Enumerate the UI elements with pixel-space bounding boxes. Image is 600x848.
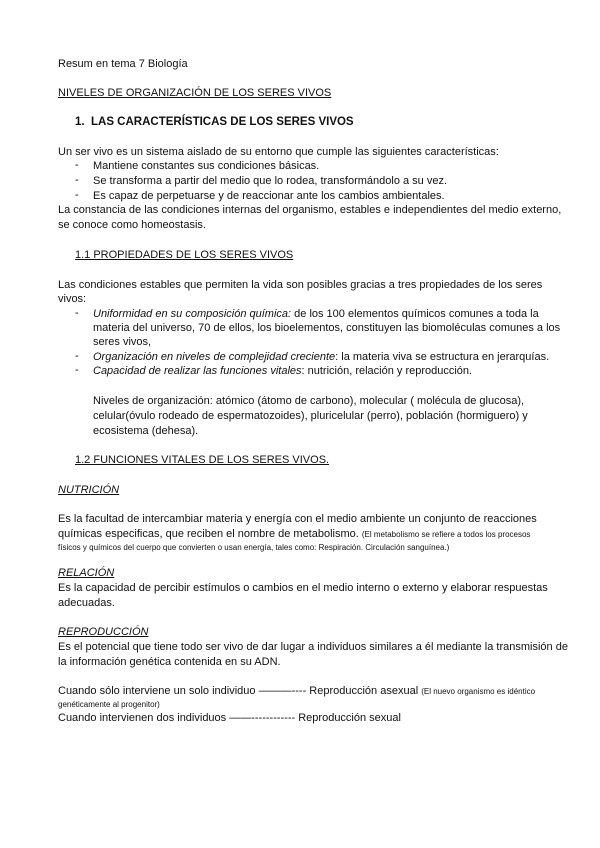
list-item — [93, 364, 472, 378]
asexual-note-2: genéticamente al progenitor) — [58, 700, 160, 709]
property-term: Uniformidad en su composición química: — [93, 308, 292, 320]
relation-text-1: Es la capacidad de percibir estímulos o cambios en el medio interno o externo y elaborar respuestas — [58, 582, 548, 594]
property-desc: : nutrición, relación y reproducción. — [301, 365, 473, 377]
nutrition-text-1: Es la facultad de intercambiar materia y energía con el medio ambiente un conjunto de reacciones — [58, 513, 537, 525]
property-desc: : la materia viva se estructura en jerarquías. — [335, 351, 550, 363]
list-item-continuation: seres vivos, — [93, 336, 152, 348]
bullet-marker: - — [75, 307, 79, 319]
bullet-marker: - — [75, 364, 79, 376]
nutrition-heading: NUTRICIÓN — [58, 484, 120, 496]
nutrition-note-2: físicos y químicos del cuerpo que convierten o usan energía, tales como: Respiración. Circulación sanguínea.) — [58, 543, 450, 552]
list-item-continuation: materia del universo, 70 de ellos, los bioelementos, constituyen las biomoléculas comunes a los — [93, 322, 561, 334]
property-desc: de los 100 elementos químicos comunes a toda la — [291, 308, 539, 320]
property-term: Capacidad de realizar las funciones vitales — [93, 365, 302, 377]
bullet-marker: - — [75, 350, 79, 362]
properties-intro-1: Las condiciones estables que permiten la vida son posibles gracias a tres propiedades de los seres — [58, 279, 543, 291]
relation-text-2: adecuadas. — [58, 597, 115, 609]
section-1-number: 1. — [75, 116, 85, 128]
section-1-heading — [75, 115, 354, 129]
section-1-intro: Un ser vivo es un sistema aislado de su entorno que cumple las siguientes características: — [58, 146, 499, 158]
asexual-note: (El nuevo organismo es idéntico — [421, 687, 536, 696]
levels-text-2: celular(óvulo rodeado de espermatozoides), pluricelular (perro), población (hormiguero) y — [93, 410, 528, 422]
section-1-title: LAS CARACTERÍSTICAS DE LOS SERES VIVOS — [90, 116, 354, 128]
bullet-marker: - — [75, 159, 79, 171]
relation-heading: RELACIÓN — [58, 567, 115, 579]
properties-intro-2: vivos: — [58, 293, 87, 305]
nutrition-note: (El metabolismo se refiere a todos los procesos — [361, 530, 531, 539]
reproduction-text-2: la información genética contenida en su ADN. — [58, 656, 281, 668]
section-1-2-heading: 1.2 FUNCIONES VITALES DE LOS SERES VIVOS. — [75, 454, 330, 466]
list-item — [93, 307, 539, 321]
list-item: Es capaz de perpetuarse y de reaccionar ante los cambios ambientales. — [93, 190, 445, 202]
reproduction-text-1: Es el potencial que tiene todo ser vivo de dar lugar a individuos similares a él mediante la transmisión de — [58, 641, 568, 653]
sexual-line: Cuando intervienen dos individuos ——------------ Reproducción sexual — [58, 712, 401, 724]
bullet-marker: - — [75, 189, 79, 201]
homeostasis-text-2: se conoce como homeostasis. — [58, 219, 206, 231]
nutrition-text-2 — [58, 527, 530, 542]
bullet-marker: - — [75, 174, 79, 186]
list-item: Mantiene constantes sus condiciones básicas. — [93, 160, 320, 172]
asexual-text: Cuando sólo interviene un solo individuo ———---- Reproducción asexual — [58, 685, 419, 697]
levels-text-3: ecosistema (dehesa). — [93, 425, 199, 437]
nutrition-text-main: químicas especificas, que reciben el nombre de metabolismo. — [58, 528, 359, 540]
property-term: Organización en niveles de complejidad creciente — [93, 351, 336, 363]
section-1-1-heading: 1.1 PROPIEDADES DE LOS SERES VIVOS — [75, 249, 294, 261]
asexual-line — [58, 684, 535, 699]
homeostasis-text-1: La constancia de las condiciones internas del organismo, estables e independientes del medio externo, — [58, 204, 562, 216]
main-heading: NIVELES DE ORGANIZACIÓN DE LOS SERES VIVOS — [58, 87, 332, 99]
list-item: Se transforma a partir del medio que lo rodea, transformándolo a su vez. — [93, 175, 448, 187]
reproduction-heading: REPRODUCCIÓN — [58, 626, 149, 638]
document-title: Resum en tema 7 Biología — [58, 58, 188, 70]
levels-text-1: Niveles de organización: atómico (átomo de carbono), molecular ( molécula de glucosa), — [93, 395, 525, 407]
list-item — [93, 350, 549, 364]
